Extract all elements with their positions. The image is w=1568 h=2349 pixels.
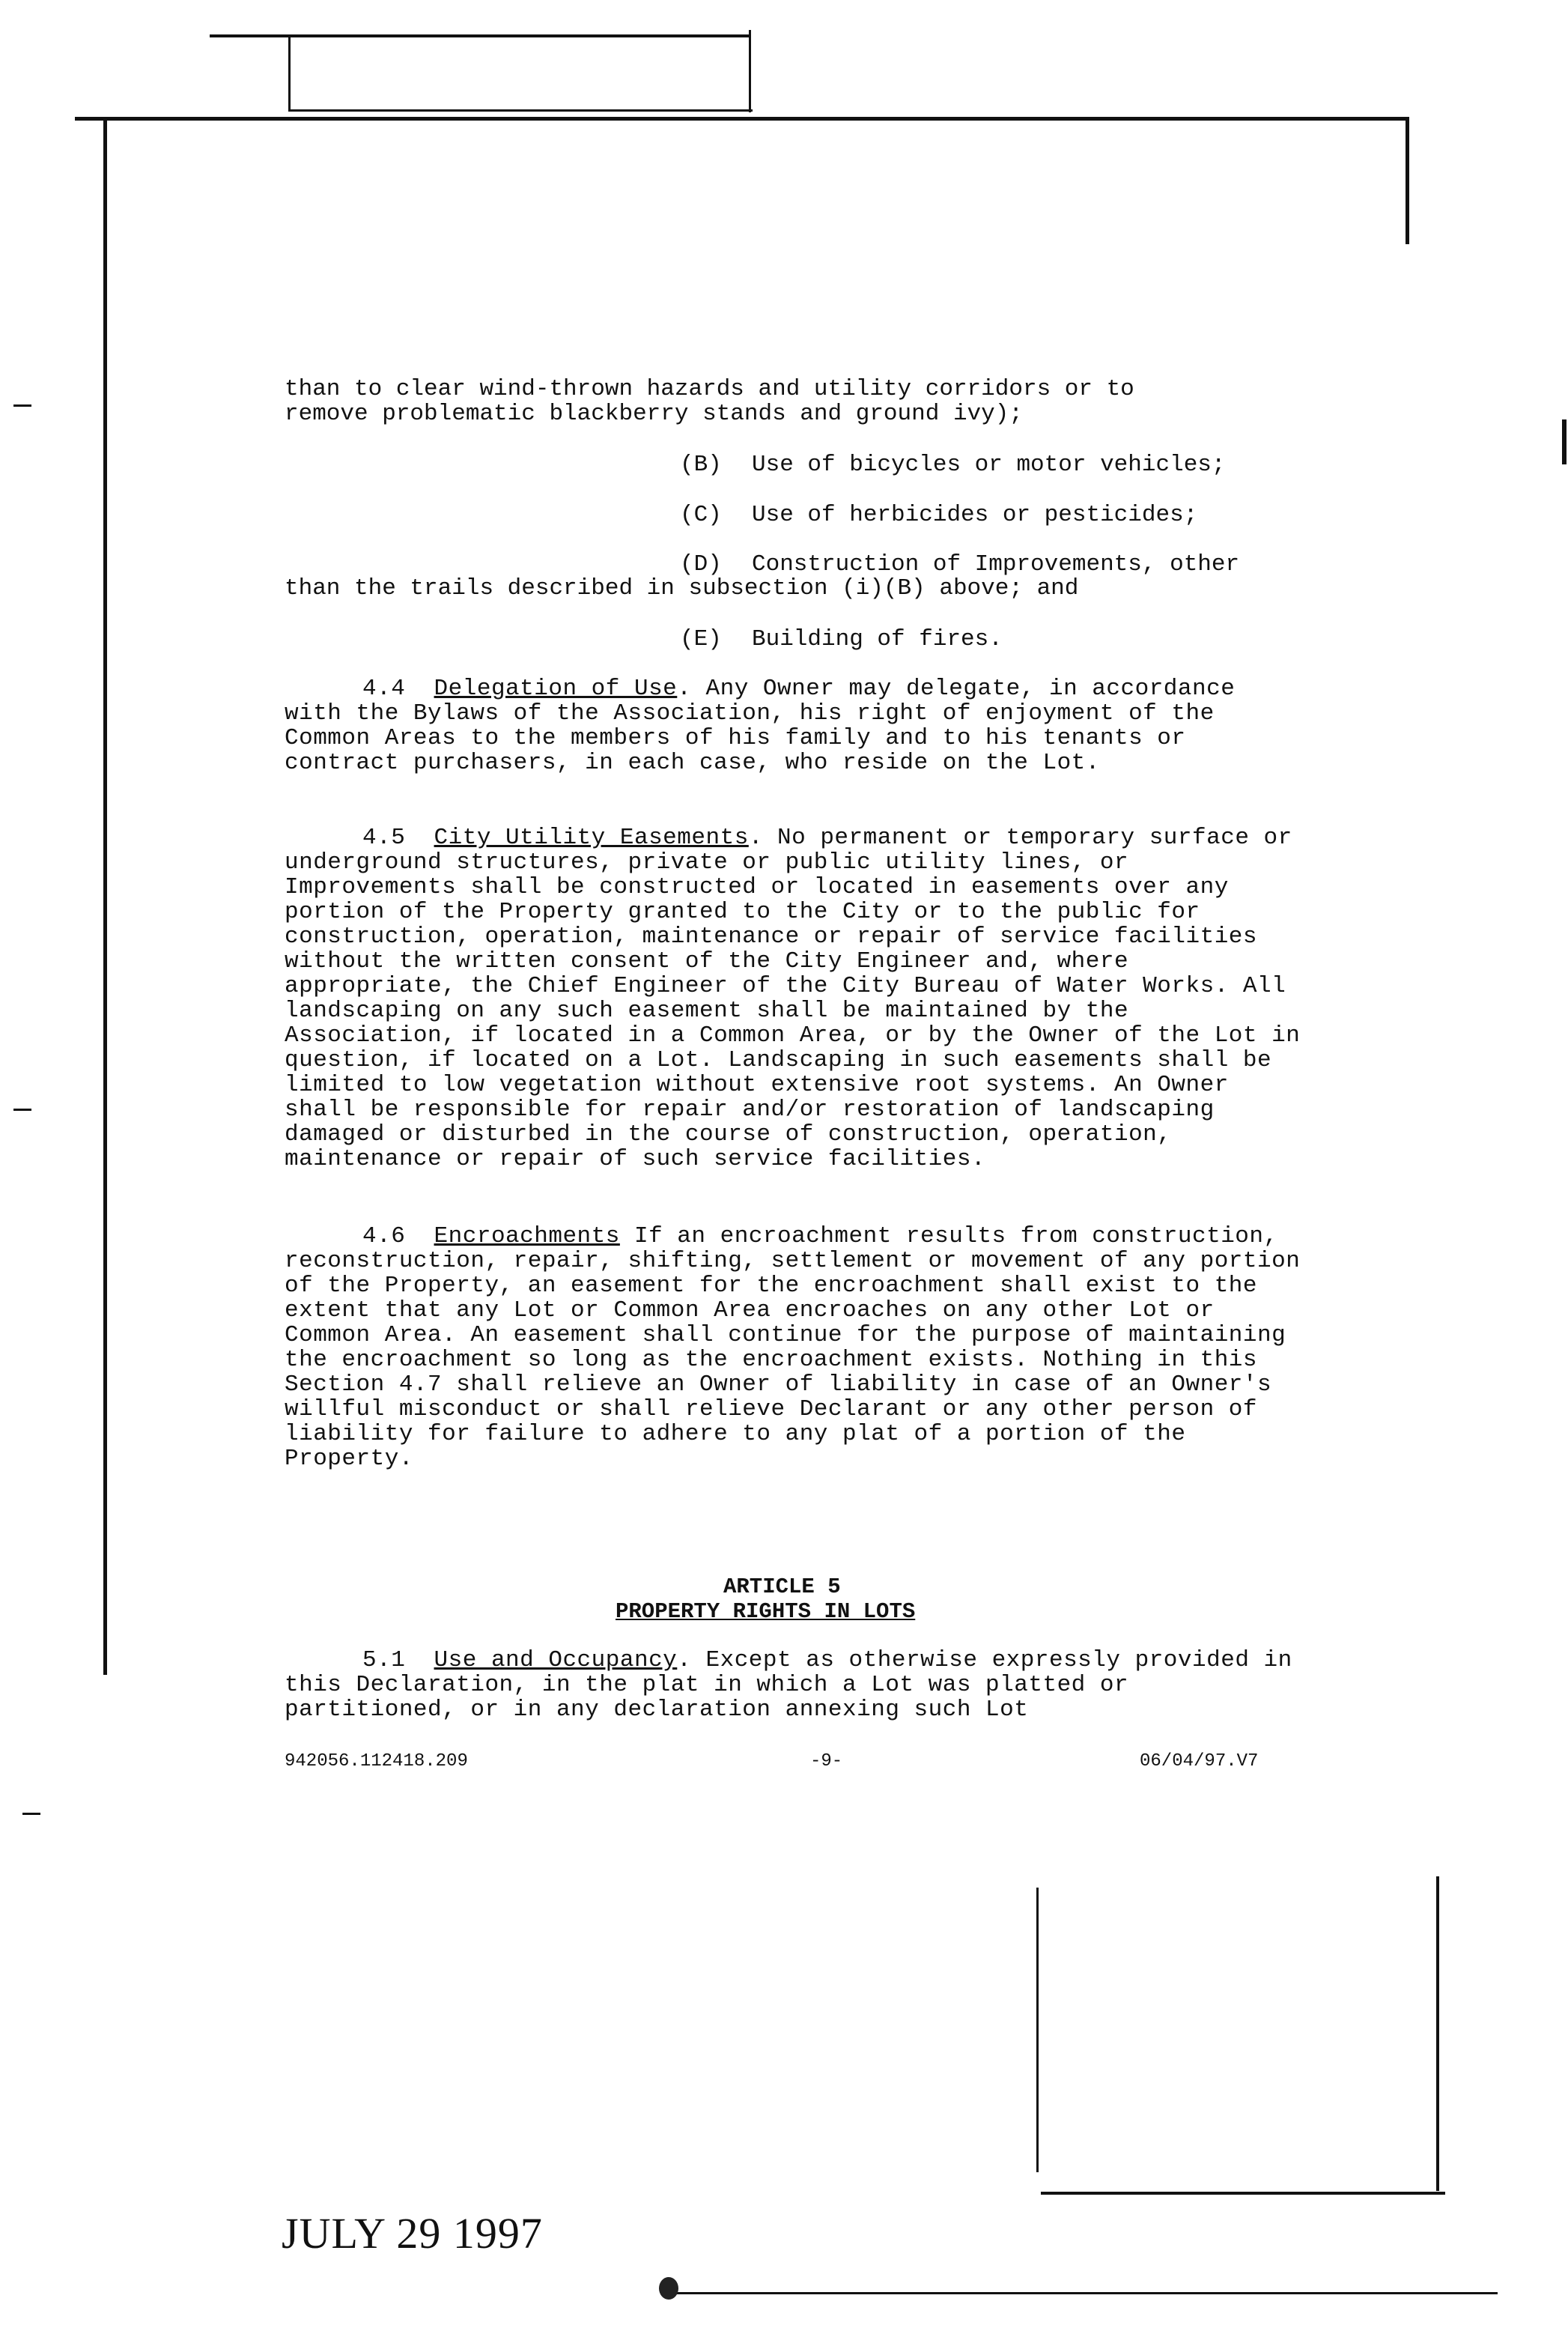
section-heading: Encroachments: [434, 1223, 620, 1249]
top-tab-line: [210, 34, 749, 37]
section-number: 5.1: [362, 1647, 406, 1673]
top-tab-left-edge: [288, 34, 291, 109]
section-body: If an encroachment results from construction, reconstruction, repair, shifting, settlement or movement of any portion of the Property, an easement for the encroachment shall exist to the extent that any Lot or Common Area encroaches on any other Lot or Common Area. An easement shall continue for the purpose of maintaining the encroachment so long as the encroachment exists. Nothing in this Section 4.7 shall relieve an Owner of liability in case of an Owner's willful misconduct or shall relieve Declarant or any other person of liability for failure to adhere to any plat of a portion of the Property.: [285, 1223, 1315, 1472]
intro-line-1: than to clear wind-thrown hazards and utility corridors or to: [285, 376, 1134, 402]
item-c-label: (C): [680, 502, 722, 528]
intro-line-2: remove problematic blackberry stands and ground ivy);: [285, 401, 1023, 427]
item-e-text: Building of fires.: [752, 626, 1003, 652]
bottom-right-vertical: [1436, 1876, 1439, 2191]
article-title: PROPERTY RIGHTS IN LOTS: [616, 1599, 916, 1624]
scan-speck: [659, 2277, 678, 2300]
section-number: 4.4: [362, 676, 406, 702]
item-e-label: (E): [680, 626, 722, 652]
section-body: . No permanent or temporary surface or underground structures, private or public utility lines, or Improvements shall be constructed or located in easements over any portion of the Property granted to the City or to the public for construction, operation, maintenance or repair of service facilities without the written consent of the City Engineer and, where appropriate, the Chief Engineer of the City Bureau of Water Works. All landscaping on any such easement shall be maintained by the Association, if located in a Common Area, or by the Owner of the Lot in question, if located on a Lot. Landscaping in such easements shall be limited to low vegetation without extensive root systems. An Owner shall be responsible for repair and/or restoration of landscaping damaged or disturbed in the course of construction, operation, maintenance or repair of such service facilities.: [285, 825, 1315, 1172]
section-body: . Except as otherwise expressly provided in this Declaration, in the plat in which a Lot was platted or partitioned, or in any declaration annexing such Lot: [285, 1647, 1307, 1723]
section-4-4: [285, 676, 1303, 775]
footer-page-number: -9-: [810, 1751, 843, 1771]
left-margin-mark: [13, 404, 31, 407]
item-c-text: Use of herbicides or pesticides;: [752, 502, 1198, 528]
bottom-edge-line: [674, 2292, 1498, 2294]
left-frame-line: [103, 117, 107, 1675]
bottom-right-horizontal: [1041, 2192, 1445, 2195]
section-number: 4.6: [362, 1223, 406, 1249]
left-margin-mark: [13, 1109, 31, 1111]
section-heading: Use and Occupancy: [434, 1647, 678, 1673]
footer-doc-id: 942056.112418.209: [285, 1751, 468, 1771]
item-b-text: Use of bicycles or motor vehicles;: [752, 452, 1226, 478]
left-margin-mark: [22, 1813, 40, 1815]
top-frame-line: [75, 117, 1408, 121]
section-number: 4.5: [362, 825, 406, 851]
section-4-5: [285, 825, 1315, 1172]
section-5-1: [285, 1647, 1307, 1723]
top-tab-bottom: [288, 109, 753, 112]
section-body: . Any Owner may delegate, in accordance with the Bylaws of the Association, his right of enjoyment of the Common Areas to the members of his family and to his tenants or contract purchasers, in each case, who reside on the Lot.: [285, 676, 1250, 776]
section-heading: City Utility Easements: [434, 825, 749, 851]
section-heading: Delegation of Use: [434, 676, 678, 702]
footer-version: 06/04/97.V7: [1140, 1751, 1259, 1771]
right-frame-line: [1406, 117, 1409, 244]
item-d-text: Construction of Improvements, other: [752, 551, 1240, 578]
item-d-label: (D): [680, 551, 722, 578]
article-number: ARTICLE 5: [723, 1574, 841, 1599]
top-tab-right-edge: [749, 30, 751, 112]
bottom-mid-vertical: [1036, 1888, 1039, 2172]
right-edge-mark: [1562, 419, 1567, 464]
item-b-label: (B): [680, 452, 722, 478]
date-stamp: JULY 29 1997: [282, 2209, 543, 2258]
section-4-6: [285, 1223, 1315, 1472]
item-d-continuation: than the trails described in subsection (i)(B) above; and: [285, 575, 1079, 601]
